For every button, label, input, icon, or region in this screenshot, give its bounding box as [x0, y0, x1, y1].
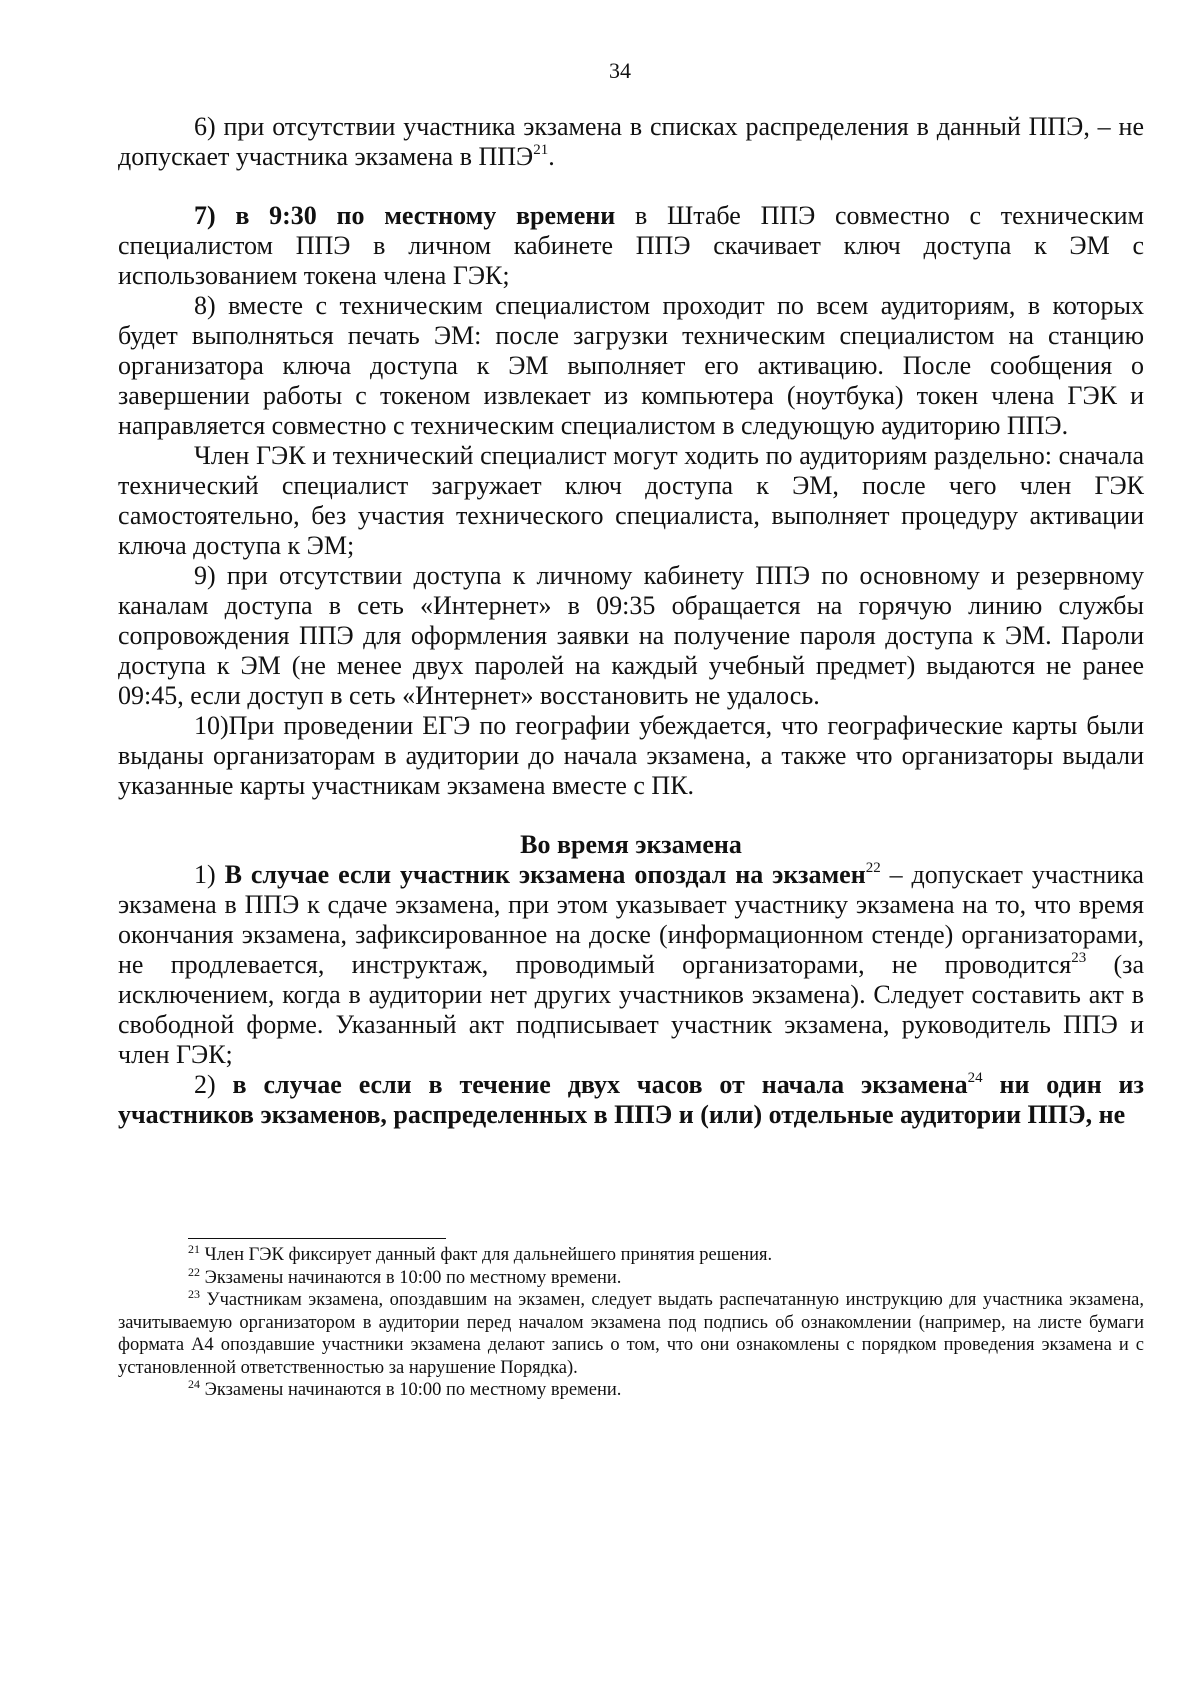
paragraph-8: 8) вместе с техническим специалистом проходит по всем аудиториям, в которых будет выполняться печать ЭМ: после загрузки техническим специалистом на станцию организатора ключа доступа к ЭМ выполняет его активацию. После сообщения о завершении работы с токеном извлекает из компьютера (ноутбука) токен члена ГЭК и направляется совместно с техническим специалистом в следующую аудиторию ППЭ. [118, 291, 1144, 440]
during-item-1-number: 1) [194, 860, 225, 889]
footnote-ref-24: 24 [967, 1070, 983, 1086]
footnote-24-text: Экзамены начинаются в 10:00 по местному времени. [200, 1380, 622, 1400]
footnote-ref-23: 23 [1071, 950, 1087, 966]
paragraph-6-end: . [548, 142, 555, 171]
during-item-1-bold: В случае если участник экзамена опоздал на экзамен [224, 860, 866, 889]
footnote-22-number: 22 [188, 1264, 200, 1279]
during-item-2-number: 2) [194, 1070, 233, 1099]
footnote-21-number: 21 [188, 1242, 200, 1256]
page-number: 34 [609, 58, 631, 83]
during-item-2 [118, 1070, 1144, 1130]
during-item-1-text-b: (за исключением, когда в аудитории нет других участников экзамена). Следует составить акт в свободной форме. Указанный акт подписывает участник экзамена, руководитель ППЭ и член ГЭК; [118, 950, 1144, 1069]
footnotes [118, 1244, 1144, 1402]
footnote-ref-21: 21 [533, 142, 549, 158]
footnote-21 [118, 1244, 1144, 1267]
footnote-separator [188, 1238, 446, 1239]
footnote-22-text: Экзамены начинаются в 10:00 по местному времени. [200, 1267, 622, 1288]
footnote-23 [118, 1289, 1144, 1379]
footnote-24-number: 24 [188, 1377, 200, 1391]
paragraph-7-bold: 7) в 9:30 по местному времени [194, 201, 616, 230]
during-item-2-bold: в случае если в течение двух часов от начала экзамена [232, 1070, 968, 1099]
during-item-2-bold-cont: ни один из участников экзаменов, распределенных в ППЭ и (или) отдельные аудитории ППЭ, не [118, 1070, 1144, 1129]
paragraph-8-note: Член ГЭК и технический специалист могут ходить по аудиториям раздельно: сначала технический специалист загружает ключ доступа к ЭМ, после чего член ГЭК самостоятельно, без участия технического специалиста, выполняет процедуру активации ключа доступа к ЭМ; [118, 441, 1144, 560]
paragraph-6 [118, 112, 1144, 172]
paragraph-6-text: 6) при отсутствии участника экзамена в списках распределения в данный ППЭ, – не допускает участника экзамена в ППЭ [118, 112, 1144, 171]
body-text [118, 112, 1144, 1130]
footnote-21-text: Член ГЭК фиксирует данный факт для дальнейшего принятия решения. [200, 1245, 773, 1265]
footnote-ref-22: 22 [865, 860, 881, 876]
during-item-1-text-a: – допускает участника экзамена в ППЭ к сдаче экзамена, при этом указывает участнику экзамена на то, что время окончания экзамена, зафиксированное на доске (информационном стенде) организаторами, не продлевается, инструктаж, проводимый организаторами, не проводится [118, 860, 1144, 979]
section-heading: Во время экзамена [520, 830, 742, 859]
paragraph-9: 9) при отсутствии доступа к личному кабинету ППЭ по основному и резервному каналам доступа в сеть «Интернет» в 09:35 обращается на горячую линию службы сопровождения ППЭ для оформления заявки на получение пароля доступа к ЭМ. Пароли доступа к ЭМ (не менее двух паролей на каждый учебный предмет) выдаются не ранее 09:45, если доступ в сеть «Интернет» восстановить не удалось. [118, 561, 1144, 710]
paragraph-7 [118, 201, 1144, 291]
paragraph-10: 10)При проведении ЕГЭ по географии убеждается, что географические карты были выданы организаторам в аудитории до начала экзамена, а также что организаторы выдали указанные карты участникам экзамена вместе с ПК. [118, 711, 1144, 800]
during-item-1 [118, 860, 1144, 1070]
footnote-22 [118, 1264, 1144, 1290]
footnote-23-number: 23 [188, 1287, 200, 1301]
paragraph-7-text: в Штабе ППЭ совместно с техническим специалистом ППЭ в личном кабинете ППЭ скачивает ключ доступа к ЭМ с использованием токена члена ГЭК; [118, 201, 1144, 290]
footnote-24 [118, 1379, 1144, 1402]
footnote-23-text: Участникам экзамена, опоздавшим на экзамен, следует выдать распечатанную инструкцию для участника экзамена, зачитываемую организатором в аудитории перед началом экзамена под подпись об ознакомлении (например, на листе бумаги формата А4 опоздавшие участники экзамена делают запись о том, что они ознакомлены с порядком проведения экзамена и с установленной ответственностью за нарушение Порядка). [118, 1290, 1144, 1378]
